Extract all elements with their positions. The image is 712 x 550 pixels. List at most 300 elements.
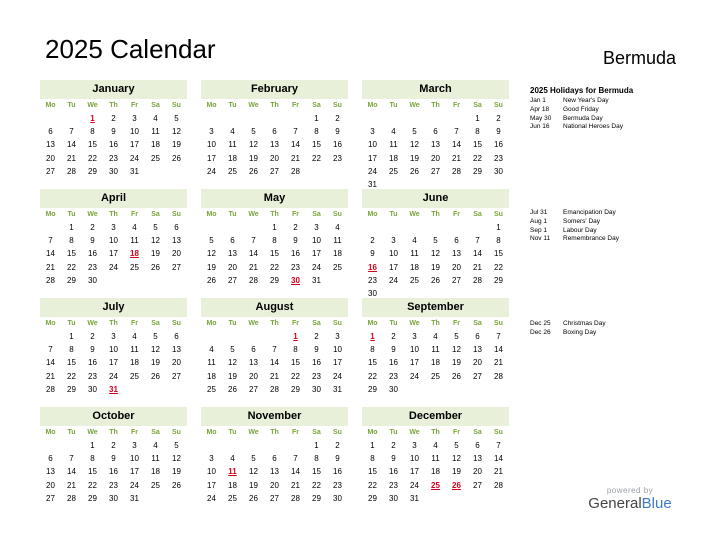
day: 29 <box>88 493 97 503</box>
day-empty <box>201 221 222 234</box>
holiday-name: Somers' Day <box>563 217 601 225</box>
holiday-date: Nov 11 <box>530 235 551 243</box>
month-grid <box>362 426 509 505</box>
month-4 <box>201 189 348 287</box>
holiday-date: Sep 1 <box>530 226 547 234</box>
day: 8 <box>272 236 277 246</box>
day: 7 <box>272 345 277 355</box>
day: 12 <box>452 345 461 355</box>
day: 26 <box>207 275 216 285</box>
brand-wordmark <box>585 495 675 513</box>
holiday-row <box>530 106 700 115</box>
day: 26 <box>431 275 440 285</box>
day: 6 <box>454 236 459 246</box>
day: 1 <box>314 114 319 123</box>
day-empty <box>243 221 264 234</box>
day: 2 <box>111 114 116 123</box>
day: 22 <box>473 153 482 163</box>
holiday-date: Jan 1 <box>530 97 546 104</box>
holiday-name: Labour Day <box>563 226 597 234</box>
day: 21 <box>291 153 300 163</box>
day: 1 <box>69 223 74 232</box>
day: 2 <box>293 223 298 232</box>
day: 17 <box>130 140 139 150</box>
day: 28 <box>67 493 76 503</box>
day: 7 <box>69 454 74 464</box>
day: 26 <box>151 262 160 272</box>
day: 5 <box>454 441 459 450</box>
day: 24 <box>410 480 419 490</box>
weekday-label: Th <box>431 320 440 327</box>
day: 2 <box>391 441 396 450</box>
month-grid <box>40 426 187 505</box>
day: 12 <box>249 467 258 477</box>
day: 22 <box>88 153 97 163</box>
day: 26 <box>249 493 258 503</box>
day: 20 <box>172 358 181 368</box>
day-empty <box>285 439 306 452</box>
day: 26 <box>172 153 181 163</box>
month-title: February <box>201 80 348 99</box>
day-empty <box>264 439 285 452</box>
day: 10 <box>109 345 118 355</box>
weekday-label: Fr <box>292 102 299 109</box>
day: 3 <box>111 223 116 232</box>
day: 26 <box>151 371 160 381</box>
weekday-label: Su <box>494 320 503 327</box>
day: 6 <box>251 345 256 355</box>
weekday-label: Sa <box>312 429 321 436</box>
day: 7 <box>293 454 298 464</box>
month-title: December <box>362 407 509 426</box>
day-empty <box>222 112 243 125</box>
weekday-label: Su <box>494 211 503 218</box>
day: 19 <box>452 467 461 477</box>
day: 7 <box>69 127 74 137</box>
day: 24 <box>207 166 216 176</box>
day: 7 <box>496 332 501 341</box>
day: 21 <box>46 371 55 381</box>
weekday-label: Th <box>270 102 279 109</box>
day: 13 <box>249 358 258 368</box>
day: 16 <box>312 358 321 368</box>
day: 4 <box>433 441 438 450</box>
day: 10 <box>410 345 419 355</box>
weekday-label: Th <box>270 320 279 327</box>
weekday-label: Th <box>109 320 118 327</box>
day: 3 <box>391 236 396 246</box>
day: 3 <box>111 332 116 341</box>
day: 18 <box>207 371 216 381</box>
day: 23 <box>312 371 321 381</box>
holiday-date: Dec 25 <box>530 320 551 327</box>
day: 21 <box>249 262 258 272</box>
weekday-label: We <box>87 320 98 327</box>
day: 4 <box>335 223 340 232</box>
day: 31 <box>410 493 419 503</box>
weekday-label: We <box>87 102 98 109</box>
day: 24 <box>410 371 419 381</box>
day: 25 <box>130 262 139 272</box>
day: 7 <box>48 236 53 246</box>
day: 25 <box>333 262 342 272</box>
weekday-label: Fr <box>453 320 460 327</box>
day: 8 <box>90 127 95 137</box>
day: 8 <box>293 345 298 355</box>
day: 24 <box>130 480 139 490</box>
day: 30 <box>333 493 342 503</box>
day: 9 <box>391 454 396 464</box>
day: 2 <box>314 332 319 341</box>
day: 22 <box>88 480 97 490</box>
day: 9 <box>335 454 340 464</box>
day: 25 <box>431 371 440 381</box>
day: 8 <box>69 236 74 246</box>
day: 17 <box>410 358 419 368</box>
day: 14 <box>452 140 461 150</box>
day: 14 <box>291 467 300 477</box>
weekday-label: Tu <box>67 429 76 436</box>
day: 23 <box>389 371 398 381</box>
day: 6 <box>48 454 53 464</box>
day: 14 <box>249 249 258 259</box>
weekday-label: Sa <box>151 429 160 436</box>
weekday-label: Tu <box>389 102 398 109</box>
day: 25 <box>228 166 237 176</box>
day: 19 <box>431 262 440 272</box>
weekday-label: Tu <box>67 320 76 327</box>
day: 11 <box>228 140 237 150</box>
day: 8 <box>475 127 480 137</box>
weekday-label: Su <box>172 211 181 218</box>
day: 15 <box>67 249 76 259</box>
weekday-label: Mo <box>45 320 56 327</box>
day-empty <box>383 221 404 234</box>
holiday-date: Jun 16 <box>530 123 550 131</box>
holiday-date: Apr 18 <box>530 105 550 113</box>
weekday-label: Th <box>431 429 440 436</box>
weekday-label: Mo <box>206 429 217 436</box>
day: 31 <box>130 493 139 503</box>
weekday-label: Sa <box>151 320 160 327</box>
day: 14 <box>494 345 503 355</box>
day: 3 <box>314 223 319 232</box>
day: 18 <box>333 249 342 259</box>
weekday-label: Fr <box>131 211 138 218</box>
month-grid <box>201 426 348 505</box>
month-title: September <box>362 298 509 317</box>
day: 13 <box>473 345 482 355</box>
day: 3 <box>370 127 375 137</box>
holiday-group <box>530 209 700 244</box>
day: 15 <box>88 467 97 477</box>
day: 17 <box>333 358 342 368</box>
day: 21 <box>270 371 279 381</box>
day: 5 <box>454 332 459 341</box>
day: 6 <box>48 127 53 137</box>
day: 19 <box>249 480 258 490</box>
weekday-label: Tu <box>389 320 398 327</box>
day: 5 <box>174 114 179 123</box>
weekday-label: Tu <box>228 429 237 436</box>
weekday-label: Sa <box>312 320 321 327</box>
day: 10 <box>130 454 139 464</box>
holiday-row <box>530 209 700 218</box>
day: 11 <box>431 345 440 355</box>
day: 9 <box>111 127 116 137</box>
brand-accent: Blue <box>641 495 672 512</box>
brand-main: General <box>588 495 642 512</box>
day-empty <box>201 112 222 125</box>
weekday-label: Sa <box>473 320 482 327</box>
day: 27 <box>46 166 55 176</box>
day: 23 <box>109 480 118 490</box>
day: 14 <box>270 358 279 368</box>
holiday-row <box>530 218 700 227</box>
day: 21 <box>494 358 503 368</box>
day: 29 <box>270 275 279 285</box>
day: 11 <box>389 140 398 150</box>
day: 11 <box>410 249 419 259</box>
month-grid <box>362 208 509 300</box>
day: 15 <box>270 249 279 259</box>
day: 30 <box>109 493 118 503</box>
weekday-label: Fr <box>453 102 460 109</box>
day: 23 <box>333 153 342 163</box>
day: 9 <box>314 345 319 355</box>
day: 2 <box>496 114 501 123</box>
day: 12 <box>172 127 181 137</box>
holiday-group <box>530 97 700 132</box>
day: 14 <box>473 249 482 259</box>
day: 27 <box>46 493 55 503</box>
day: 13 <box>228 249 237 259</box>
day-empty <box>404 112 425 125</box>
day: 4 <box>132 332 137 341</box>
day: 21 <box>452 153 461 163</box>
day: 27 <box>473 371 482 381</box>
day-empty <box>425 112 446 125</box>
day: 27 <box>473 480 482 490</box>
day: 15 <box>88 140 97 150</box>
day: 20 <box>270 153 279 163</box>
day-empty <box>222 330 243 343</box>
weekday-label: Mo <box>206 102 217 109</box>
weekday-label: We <box>248 211 259 218</box>
day: 23 <box>88 371 97 381</box>
day-empty <box>243 112 264 125</box>
holiday-date: Aug 1 <box>530 217 547 225</box>
weekday-label: Th <box>109 211 118 218</box>
day: 1 <box>69 332 74 341</box>
day: 10 <box>312 236 321 246</box>
day: 8 <box>496 236 501 246</box>
day: 13 <box>270 140 279 150</box>
day: 19 <box>207 262 216 272</box>
day: 23 <box>368 275 377 285</box>
day: 27 <box>228 275 237 285</box>
weekday-label: Mo <box>367 320 378 327</box>
weekday-label: Sa <box>312 102 321 109</box>
weekday-label: Th <box>270 211 279 218</box>
month-grid <box>201 99 348 178</box>
day: 6 <box>433 127 438 137</box>
day: 5 <box>230 345 235 355</box>
weekday-label: Tu <box>389 211 398 218</box>
day: 30 <box>389 384 398 394</box>
weekday-label: Fr <box>292 211 299 218</box>
day: 30 <box>109 166 118 176</box>
day: 6 <box>272 454 277 464</box>
day: 16 <box>333 467 342 477</box>
day: 10 <box>333 345 342 355</box>
day: 2 <box>90 332 95 341</box>
day: 24 <box>207 493 216 503</box>
day: 8 <box>314 454 319 464</box>
day: 5 <box>153 223 158 232</box>
day: 31 <box>333 384 342 394</box>
day: 12 <box>151 236 160 246</box>
day: 19 <box>151 358 160 368</box>
day: 14 <box>46 358 55 368</box>
holiday-name: New Year's Day <box>563 97 609 104</box>
day: 22 <box>368 371 377 381</box>
day: 28 <box>452 166 461 176</box>
month-title: October <box>40 407 187 426</box>
day: 23 <box>333 480 342 490</box>
weekday-label: Mo <box>45 211 56 218</box>
day-empty <box>243 439 264 452</box>
day: 19 <box>151 249 160 259</box>
day: 10 <box>410 454 419 464</box>
day: 18 <box>431 467 440 477</box>
weekday-label: Mo <box>206 320 217 327</box>
day: 25 <box>228 493 237 503</box>
day: 3 <box>209 454 214 464</box>
weekday-label: Th <box>270 429 279 436</box>
day: 28 <box>494 371 503 381</box>
day: 8 <box>370 454 375 464</box>
day: 4 <box>153 114 158 123</box>
day: 9 <box>90 345 95 355</box>
holiday-group <box>530 320 700 338</box>
month-title: January <box>40 80 187 99</box>
day: 14 <box>67 140 76 150</box>
day: 16 <box>389 467 398 477</box>
month-title: March <box>362 80 509 99</box>
day: 9 <box>496 127 501 137</box>
day: 24 <box>389 275 398 285</box>
day: 28 <box>67 166 76 176</box>
day: 16 <box>88 249 97 259</box>
holiday-name: Boxing Day <box>563 328 597 336</box>
day: 18 <box>151 140 160 150</box>
weekday-label: Tu <box>228 211 237 218</box>
day: 16 <box>109 140 118 150</box>
day: 31 <box>368 179 377 189</box>
day: 27 <box>172 371 181 381</box>
day: 5 <box>433 236 438 246</box>
day: 27 <box>270 166 279 176</box>
day: 7 <box>48 345 53 355</box>
day: 27 <box>172 262 181 272</box>
day: 6 <box>475 332 480 341</box>
day: 11 <box>207 358 216 368</box>
holiday-row <box>530 97 700 106</box>
day: 17 <box>312 249 321 259</box>
day: 22 <box>291 371 300 381</box>
weekday-label: Mo <box>45 429 56 436</box>
brand-logo <box>585 486 675 513</box>
holiday-date: Dec 26 <box>530 328 551 336</box>
day: 9 <box>391 345 396 355</box>
day: 16 <box>109 467 118 477</box>
day: 3 <box>132 441 137 450</box>
day: 18 <box>130 358 139 368</box>
day: 29 <box>291 384 300 394</box>
day: 20 <box>46 153 55 163</box>
day: 12 <box>151 345 160 355</box>
holiday-row <box>530 320 700 329</box>
day: 8 <box>69 345 74 355</box>
weekday-label: We <box>87 211 98 218</box>
day: 1 <box>90 441 95 450</box>
month-grid <box>40 208 187 287</box>
day: 3 <box>335 332 340 341</box>
weekday-label: Su <box>333 102 342 109</box>
day-empty <box>446 221 467 234</box>
month-0 <box>40 80 187 178</box>
month-10 <box>201 407 348 505</box>
day-empty <box>362 112 383 125</box>
day: 7 <box>293 127 298 137</box>
day: 28 <box>291 166 300 176</box>
weekday-label: Fr <box>131 102 138 109</box>
day: 31 <box>130 166 139 176</box>
weekday-label: Sa <box>473 429 482 436</box>
day: 17 <box>109 249 118 259</box>
day: 13 <box>452 249 461 259</box>
day: 25 <box>207 384 216 394</box>
day: 24 <box>368 166 377 176</box>
day: 6 <box>174 332 179 341</box>
month-5 <box>362 189 509 300</box>
weekday-label: Sa <box>473 211 482 218</box>
day: 24 <box>333 371 342 381</box>
day: 29 <box>67 275 76 285</box>
holiday-name: Good Friday <box>563 105 599 113</box>
weekday-label: Fr <box>292 320 299 327</box>
holiday-day: 1 <box>370 332 375 341</box>
day: 26 <box>410 166 419 176</box>
month-9 <box>40 407 187 505</box>
holiday-day: 1 <box>293 332 298 341</box>
holiday-row <box>530 235 700 244</box>
day: 27 <box>452 275 461 285</box>
day: 16 <box>88 358 97 368</box>
weekday-label: Mo <box>367 429 378 436</box>
day: 19 <box>410 153 419 163</box>
day: 23 <box>88 262 97 272</box>
day-empty <box>40 439 61 452</box>
weekday-label: Su <box>172 429 181 436</box>
day: 18 <box>410 262 419 272</box>
day: 22 <box>67 371 76 381</box>
day: 12 <box>228 358 237 368</box>
day-empty <box>40 112 61 125</box>
day: 5 <box>209 236 214 246</box>
month-title: August <box>201 298 348 317</box>
